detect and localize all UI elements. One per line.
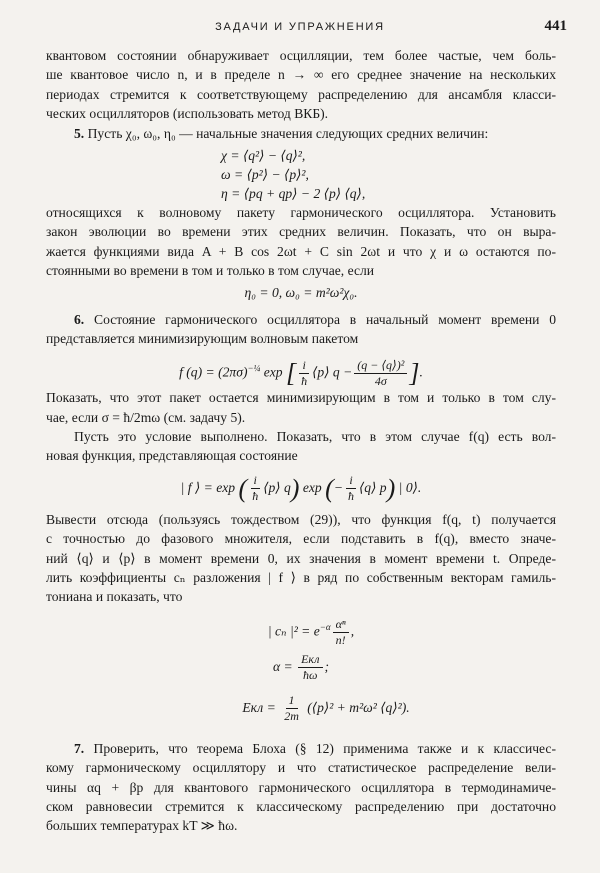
equation-chi: χ = ⟨q²⟩ − ⟨q⟩²,	[221, 147, 306, 163]
eq-exp: exp	[260, 364, 286, 380]
text-line: кому гармоническому осциллятору и что статистическое распределение вели-	[46, 760, 556, 776]
numerator: 1	[286, 693, 298, 709]
problem-7-heading	[46, 739, 556, 758]
eq-lhs: f (q) = (2πσ)	[179, 364, 248, 380]
eq-tail: (⟨p⟩² + m²ω² ⟨q⟩²).	[303, 699, 410, 715]
fraction	[354, 358, 407, 389]
energy-equation	[46, 687, 556, 729]
text-line: закон эволюции во времени этих средних величин. Показать, что он выра-	[46, 224, 556, 240]
left-paren: (	[238, 473, 248, 503]
text-line: периодах стремится к соответствующему распределению для ансамбля класси-	[46, 86, 556, 102]
header-title: ЗАДАЧИ И УПРАЖНЕНИЯ	[215, 21, 385, 33]
left-bracket: [	[285, 358, 297, 388]
minus-sign: −	[333, 479, 343, 495]
text-line: Пусть это условие выполнено. Показать, что в этом случае f(q) есть вол-	[74, 429, 556, 445]
text-line: представляется минимизирующим волновым пакетом	[46, 330, 359, 346]
text-line: квантовом состоянии обнаруживает осцилляции, тем более частые, чем боль-	[46, 48, 556, 63]
fraction	[333, 617, 349, 648]
problem-number: 5.	[74, 125, 85, 141]
eq-lhs: Eкл =	[242, 699, 280, 715]
problem-5-heading	[46, 124, 556, 143]
eq-lhs: α =	[272, 658, 297, 674]
problem-text: Пусть χ₀, ω₀, η₀ — начальные значения следующих средних величин:	[87, 125, 489, 141]
page-number: 441	[544, 18, 567, 34]
eq-tail: | 0⟩.	[395, 479, 422, 495]
left-paren: (	[325, 473, 334, 503]
right-paren: )	[386, 473, 396, 503]
denominator: ħ	[348, 489, 354, 504]
text-line: ний ⟨q⟩ и ⟨p⟩ в момент времени 0, их значения в момент времени t. Опреде-	[46, 550, 556, 566]
problem-text: Состояние гармонического осциллятора в начальный момент времени 0	[94, 311, 556, 327]
text-line: лить коэффициенты cₙ разложения | f ⟩ в ряд по собственным векторам гамиль-	[46, 570, 556, 586]
text-line: ческих осцилляторов (использовать метод ВКБ).	[46, 106, 329, 122]
text-line: жается функциями вида A + B cos 2ωt + C sin 2ωt и что χ и ω остаются по-	[46, 243, 556, 259]
text-line: стоянными во времени в том и только в том случае, если	[46, 263, 375, 279]
problem-6-heading	[46, 310, 556, 329]
text-line: Вывести отсюда (пользуясь тождеством (29)), что функция f(q, t) получается	[46, 511, 556, 527]
text-line: относящихся к волновому пакету гармонического осциллятора. Установить	[46, 204, 556, 220]
eq-tail: .	[419, 364, 423, 380]
eq-tail: ,	[350, 623, 355, 639]
eq-term: ⟨p⟩ q	[263, 479, 291, 495]
problem-number: 6.	[74, 311, 85, 327]
equation-omega: ω = ⟨p²⟩ − ⟨p⟩²,	[221, 166, 309, 182]
fraction	[345, 473, 357, 504]
problem-number: 7.	[74, 740, 85, 756]
denominator: ħω	[303, 668, 318, 683]
text-line: чины αq + βp для квантового гармонического осциллятора в термодинамиче-	[46, 779, 556, 795]
text-line: тониана и показать, что	[46, 589, 183, 605]
right-paren: )	[290, 473, 300, 503]
denominator: 4σ	[374, 374, 387, 389]
eq-mid: ⟨p⟩ q −	[312, 364, 353, 380]
eq-exponent: −¼	[247, 363, 261, 374]
state-equation	[46, 466, 556, 510]
text-line: Показать, что этот пакет остается минимизирующим в том и только в том слу-	[46, 390, 556, 406]
page-body	[46, 46, 556, 836]
numerator: i	[251, 473, 260, 489]
numerator: i	[299, 358, 308, 374]
denominator: 2m	[284, 709, 299, 724]
fraction	[298, 652, 322, 683]
condition-equation: η₀ = 0, ω₀ = m²ω²χ₀.	[244, 284, 358, 300]
coefficient-equation	[46, 607, 556, 647]
text-line: с точностью до фазового множителя, если подставить в f(q), вместо значе-	[46, 531, 556, 547]
eq-exp: exp	[299, 479, 326, 495]
problem-text: Проверить, что теорема Блоха (§ 12) применима также и к классичес-	[93, 740, 556, 756]
running-header	[0, 18, 600, 38]
denominator: n!	[335, 632, 346, 647]
numerator: αⁿ	[333, 617, 349, 633]
denominator: ħ	[301, 374, 308, 389]
numerator: i	[346, 473, 355, 489]
denominator: ħ	[252, 489, 259, 504]
text-line: чае, если σ = ħ/2mω (см. задачу 5).	[46, 409, 246, 425]
numerator: (q − ⟨q⟩)²	[354, 358, 407, 374]
fraction	[281, 693, 302, 724]
equation-eta: η = ⟨pq + qp⟩ − 2 ⟨p⟩ ⟨q⟩,	[221, 185, 366, 201]
eq-lhs: | cₙ |² = e	[267, 623, 320, 639]
eq-term: ⟨q⟩ p	[359, 479, 387, 495]
numerator: Eкл	[298, 652, 322, 668]
alpha-equation	[46, 647, 556, 687]
eq-exponent: −α	[319, 621, 331, 632]
fraction	[298, 358, 310, 389]
text-line: больших температурах kT ≫ ħω.	[46, 818, 238, 834]
wave-packet-equation	[46, 348, 556, 388]
text-line: новая функция, представляющая состояние	[46, 448, 298, 464]
eq-lhs: | f ⟩ = exp	[180, 479, 239, 495]
text-line: ше квантовое число n, и в пределе n → ∞ его среднее значение на нескольких	[46, 67, 556, 83]
right-bracket: ]	[409, 358, 420, 388]
eq-tail: ;	[324, 658, 330, 674]
text-line: ском равновесии стремится к классическому распределению при достаточно	[46, 798, 556, 814]
equation-block	[46, 143, 556, 203]
fraction	[249, 473, 261, 504]
